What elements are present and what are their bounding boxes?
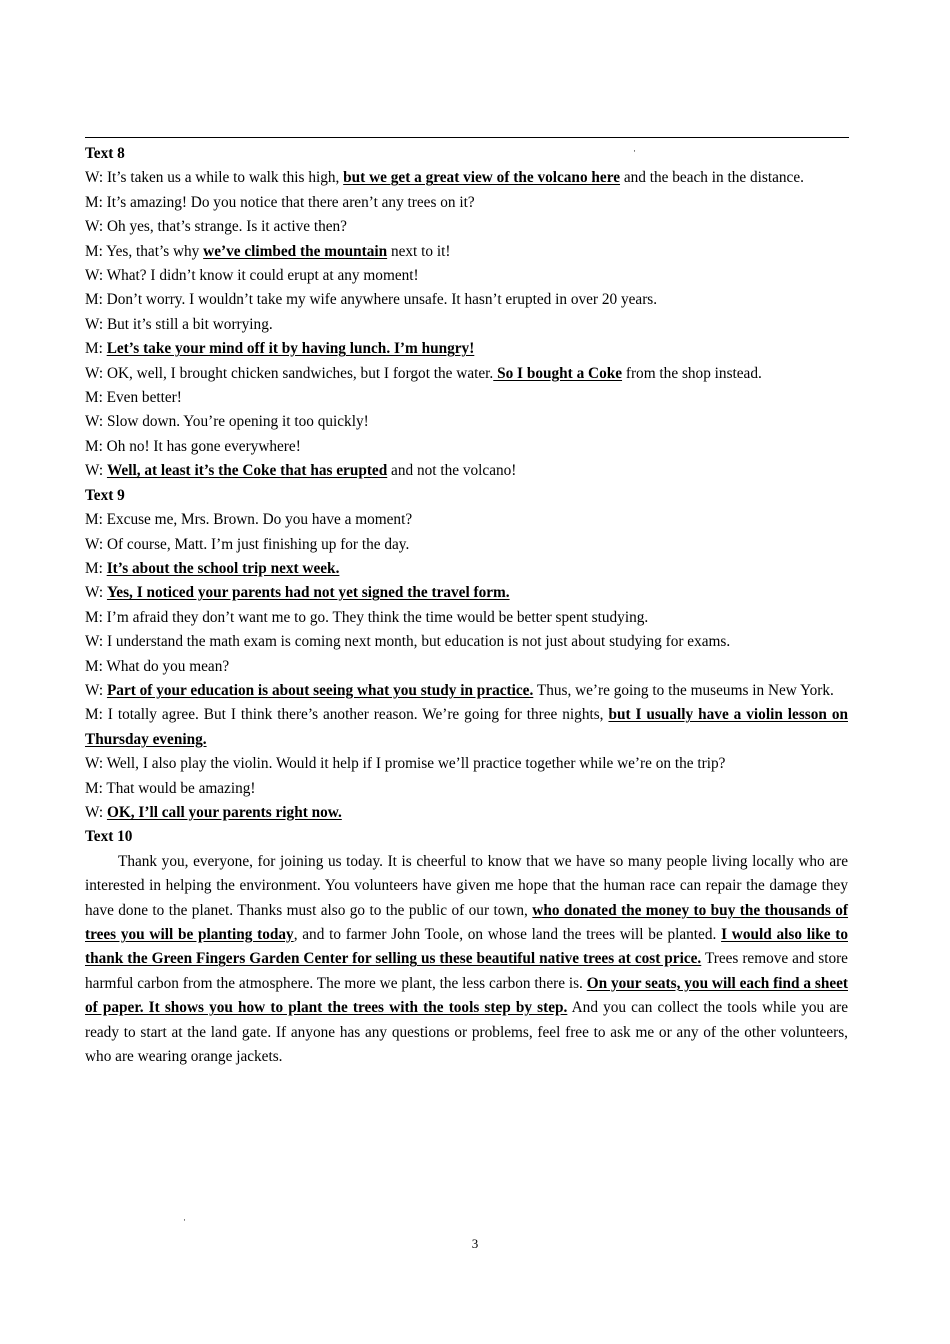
dialogue-line bbox=[85, 386, 848, 410]
body-text: next to it! bbox=[387, 242, 451, 260]
body-text: M: That would be amazing! bbox=[85, 779, 256, 797]
dialogue-line bbox=[85, 606, 848, 630]
page-number: 3 bbox=[471, 1236, 479, 1251]
body-text: M: It’s amazing! Do you notice that there aren’t any trees on it? bbox=[85, 193, 475, 211]
body-text: W: I understand the math exam is coming next month, but education is not just about studying for exams. bbox=[85, 633, 731, 651]
body-text: and not the volcano! bbox=[387, 462, 517, 480]
dialogue-line bbox=[85, 459, 848, 483]
body-text: from the shop instead. bbox=[622, 364, 762, 382]
highlighted-answer-text: So I bought a Coke bbox=[493, 364, 623, 382]
dialogue-line bbox=[85, 362, 848, 386]
dialogue-line bbox=[85, 777, 848, 801]
dialogue-line bbox=[85, 264, 848, 288]
dialogue-line bbox=[85, 337, 848, 361]
highlighted-answer-text: Well, at least it’s the Coke that has erupted bbox=[106, 462, 388, 480]
document-body bbox=[85, 142, 848, 1069]
text8-dialogue bbox=[85, 166, 848, 483]
dialogue-line bbox=[85, 703, 848, 752]
highlighted-answer-text: On your seats, you will each find a sheet of paper. It shows you how to plant the trees with the tools step by step. bbox=[85, 974, 848, 1017]
body-text: M: I totally agree. But I think there’s another reason. We’re going for three nights, bbox=[85, 706, 609, 724]
body-text: M: What do you mean? bbox=[85, 657, 230, 675]
highlighted-answer-text: Part of your education is about seeing what you study in practice. bbox=[106, 681, 534, 699]
dialogue-line bbox=[85, 630, 848, 654]
dialogue-line bbox=[85, 557, 848, 581]
highlighted-answer-text: It’s about the school trip next week. bbox=[106, 559, 340, 577]
body-text: W: Slow down. You’re opening it too quickly! bbox=[85, 413, 369, 431]
highlighted-answer-text: I would also like to thank the Green Fingers Garden Center for selling us these beautiful native trees at cost price. bbox=[85, 926, 848, 968]
dialogue-line bbox=[85, 191, 848, 215]
text10-heading: Text 10 bbox=[85, 828, 133, 846]
dialogue-line bbox=[85, 801, 848, 825]
decorative-dot-top: · bbox=[633, 146, 636, 156]
header-rule bbox=[85, 137, 849, 138]
body-text: M: Don’t worry. I wouldn’t take my wife anywhere unsafe. It hasn’t erupted in over 20 years. bbox=[85, 291, 658, 309]
highlighted-answer-text: Yes, I noticed your parents had not yet signed the travel form. bbox=[106, 584, 510, 602]
highlighted-answer-text: OK, I’ll call your parents right now. bbox=[106, 803, 342, 821]
dialogue-line bbox=[85, 533, 848, 557]
body-text: W: bbox=[85, 462, 107, 480]
dialogue-line bbox=[85, 435, 848, 459]
highlighted-answer-text: but we get a great view of the volcano here bbox=[343, 169, 621, 187]
highlighted-answer-text: but I usually have a violin lesson on Thursday evening. bbox=[85, 706, 848, 748]
body-text: W: What? I didn’t know it could erupt at any moment! bbox=[85, 267, 419, 285]
dialogue-line bbox=[85, 410, 848, 434]
decorative-dot-bottom: · bbox=[183, 1215, 186, 1225]
dialogue-line bbox=[85, 679, 848, 703]
dialogue-line bbox=[85, 288, 848, 312]
body-text: W: But it’s still a bit worrying. bbox=[85, 315, 273, 333]
dialogue-line bbox=[85, 215, 848, 239]
body-text: M: Oh no! It has gone everywhere! bbox=[85, 437, 301, 455]
body-text: M: bbox=[85, 559, 107, 577]
body-text: Trees remove and store harmful carbon from the atmosphere. The more we plant, the less carbon there is. bbox=[85, 950, 848, 992]
body-text: W: Oh yes, that’s strange. Is it active then? bbox=[85, 218, 347, 236]
highlighted-answer-text: who donated the money to buy the thousands of trees you will be planting today bbox=[85, 901, 849, 943]
body-text: And you can collect the tools while you are ready to start at the land gate. If anyone has any questions or problems, feel free to ask me or any of the other volunteers, who are wearing orange jackets. bbox=[85, 999, 848, 1066]
text8-heading: Text 8 bbox=[85, 145, 125, 162]
dialogue-line bbox=[85, 240, 848, 264]
dialogue-line bbox=[85, 313, 848, 337]
dialogue-line bbox=[85, 508, 848, 532]
body-text: W: Of course, Matt. I’m just finishing up for the day. bbox=[85, 535, 410, 553]
body-text: W: bbox=[85, 584, 107, 602]
text9-dialogue bbox=[85, 508, 848, 825]
dialogue-line bbox=[85, 166, 848, 190]
dialogue-line bbox=[85, 752, 848, 776]
body-text: W: It’s taken us a while to walk this high, bbox=[85, 169, 344, 187]
body-text: W: Well, I also play the violin. Would it help if I promise we’ll practice together while we’re on the trip? bbox=[85, 755, 726, 773]
body-text: W: bbox=[85, 681, 107, 699]
body-text: M: Excuse me, Mrs. Brown. Do you have a moment? bbox=[85, 511, 413, 529]
body-text: M: Yes, that’s why bbox=[85, 242, 204, 260]
body-text: M: Even better! bbox=[85, 389, 182, 407]
body-text: , and to farmer John Toole, on whose land the trees will be planted. bbox=[293, 926, 722, 943]
dialogue-line bbox=[85, 581, 848, 605]
body-text: W: bbox=[85, 803, 107, 821]
body-text: and the beach in the distance. bbox=[620, 169, 804, 187]
highlighted-answer-text: we’ve climbed the mountain bbox=[203, 242, 388, 260]
body-text: W: OK, well, I brought chicken sandwiches, but I forgot the water. bbox=[85, 364, 494, 382]
text9-heading: Text 9 bbox=[85, 486, 125, 504]
dialogue-line bbox=[85, 655, 848, 679]
body-text: Thank you, everyone, for joining us today. It is cheerful to know that we have so many people living locally who are interested in helping the environment. You volunteers have given me hope that the human race can repair the damage they have done to the planet. Thanks must also go to the public of our town, bbox=[85, 852, 848, 919]
body-text: M: I’m afraid they don’t want me to go. They think the time would be better spent studying. bbox=[85, 608, 649, 626]
body-text: Thus, we’re going to the museums in New York. bbox=[533, 681, 834, 699]
body-text: M: bbox=[85, 340, 107, 358]
text10-paragraph bbox=[85, 850, 848, 1070]
highlighted-answer-text: Let’s take your mind off it by having lunch. I’m hungry! bbox=[106, 340, 475, 358]
